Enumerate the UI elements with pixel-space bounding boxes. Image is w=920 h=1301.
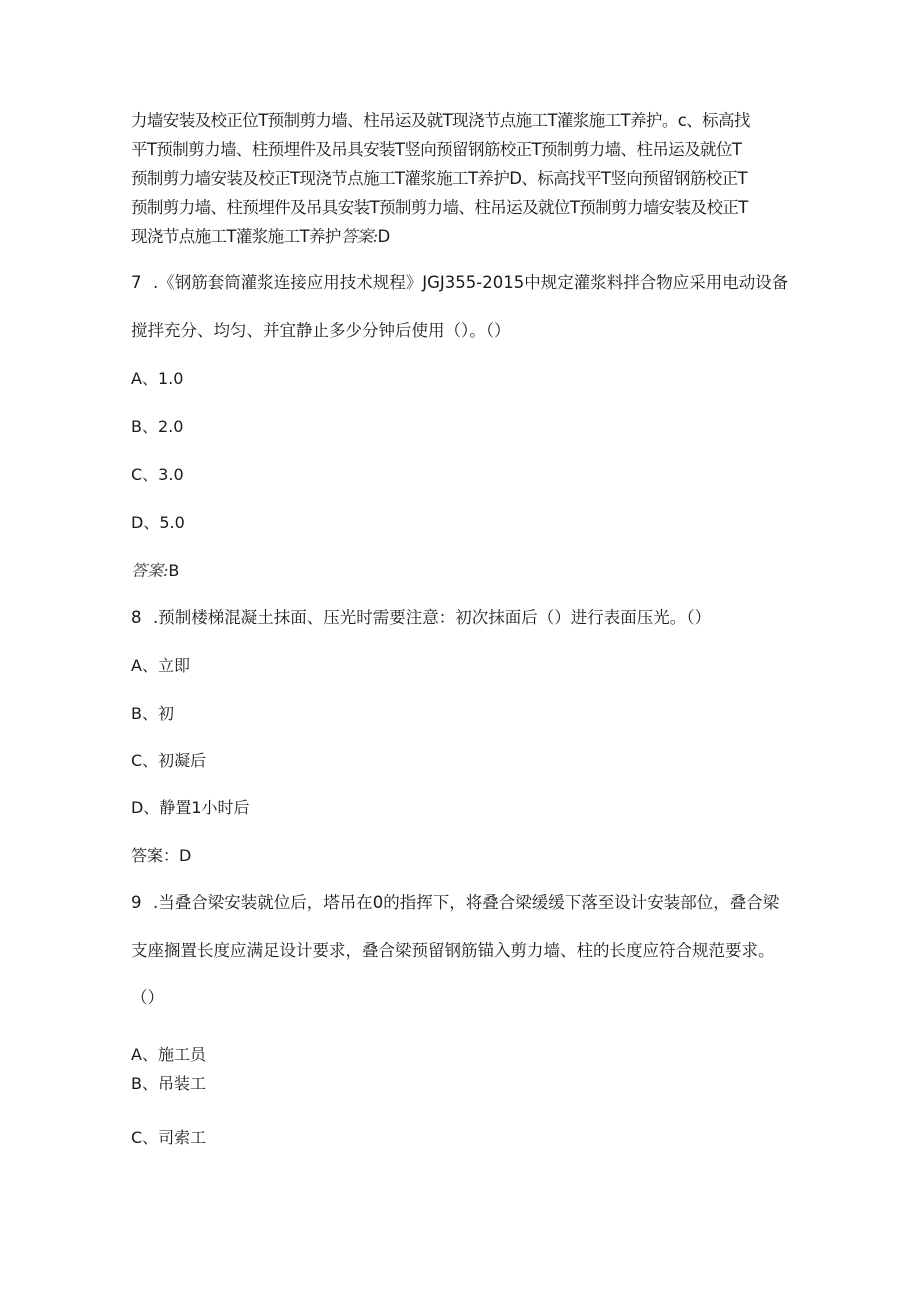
question-9-option-a: A、施工员 (131, 1045, 206, 1064)
question-7-stem (131, 273, 788, 293)
continuation-line-2: 平T预制剪力墙、柱预埋件及吊具安装T竖向预留钢筋校正T预制剪力墙、柱吊运及就位T (131, 140, 742, 159)
question-8-option-a: A、立即 (131, 656, 190, 675)
question-8-option-b: B、初 (131, 704, 174, 723)
continuation-line-4: 预制剪力墙、柱预埋件及吊具安装T预制剪力墙、柱吊运及就位T预制剪力墙安装及校正T (131, 198, 748, 217)
continuation-line-1: 力墙安装及校正位T预制剪力墙、柱吊运及就T现浇节点施工T灌浆施工T养护。c、标高找 (131, 111, 750, 130)
question-9-option-b: B、吊装工 (131, 1074, 206, 1093)
answer-label: 答案: (131, 561, 169, 580)
question-7-option-d: D、5.0 (131, 513, 185, 532)
question-text: .《钢筋套筒灌浆连接应用技术规程》JGJ355-2015中规定灌浆料拌合物应采用电动设备 (153, 273, 789, 292)
question-7-option-b: B、2.0 (131, 417, 184, 436)
question-9-stem (131, 893, 779, 913)
question-8-stem (131, 608, 711, 628)
continuation-line-3: 预制剪力墙安装及校正T现浇节点施工T灌浆施工T养护D、标高找平T竖向预留钢筋校正T (131, 169, 748, 188)
question-9-stem-line-3: （） (131, 988, 164, 1007)
question-text: .当叠合梁安装就位后，塔吊在0的指挥下，将叠合梁缓缓下落至设计安装部位，叠合梁 (153, 893, 780, 912)
question-8-option-d: D、静置1小时后 (131, 798, 250, 817)
answer-value: B (168, 561, 180, 580)
question-7-option-a: A、1.0 (131, 369, 184, 388)
question-number: 7 (131, 273, 142, 292)
question-8-answer: 答案：D (131, 846, 192, 865)
answer-label: 答案: (340, 227, 378, 246)
question-number: 9 (131, 893, 142, 912)
continuation-line-5-text: 现浇节点施工T灌浆施工T养护 (131, 227, 341, 246)
question-number: 8 (131, 608, 142, 627)
question-8-option-c: C、初凝后 (131, 751, 207, 770)
question-9-stem-line-2: 支座搁置长度应满足设计要求，叠合梁预留钢筋锚入剪力墙、柱的长度应符合规范要求。 (131, 941, 775, 960)
question-9-option-c: C、司索工 (131, 1128, 207, 1147)
question-7-option-c: C、3.0 (131, 465, 184, 484)
question-7-stem-line-2: 搅拌充分、均匀、并宜静止多少分钟后使用（）。（） (131, 321, 511, 340)
continuation-line-5 (131, 227, 390, 247)
question-7-answer (131, 561, 179, 581)
question-text: .预制楼梯混凝土抹面、压光时需要注意：初次抹面后（）进行表面压光。（） (153, 608, 711, 627)
answer-value: D (377, 227, 390, 246)
